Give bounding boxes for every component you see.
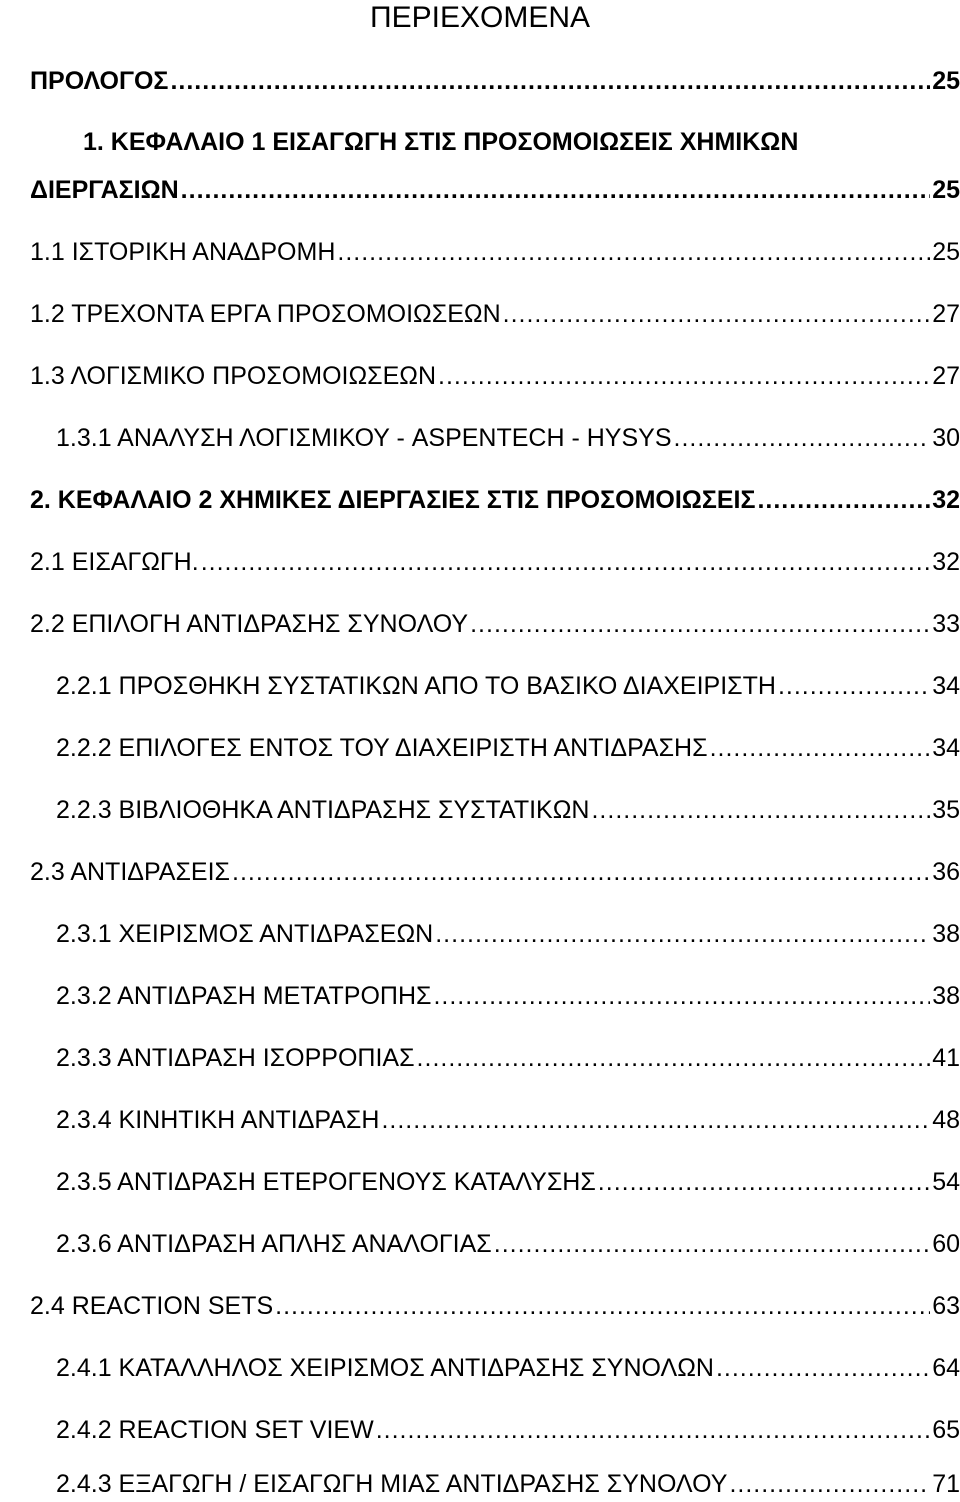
- toc-entry-page: 34: [932, 672, 960, 700]
- toc-entry-chapter-1[interactable]: [30, 174, 960, 206]
- dot-leader: [591, 794, 930, 826]
- toc-entry-page: 30: [932, 424, 960, 452]
- toc-entry-page: 32: [932, 486, 960, 514]
- toc-entry-2-1[interactable]: [30, 546, 960, 578]
- toc-entry-label: 2.3.4 ΚΙΝΗΤΙΚΗ ΑΝΤΙΔΡΑΣΗ: [56, 1106, 380, 1134]
- toc-entry-2-3[interactable]: [30, 856, 960, 888]
- toc-entry-2-2-2[interactable]: [56, 732, 960, 764]
- dot-leader: [674, 422, 931, 454]
- toc-entry-label: 2.3.1 ΧΕΙΡΙΣΜΟΣ ΑΝΤΙΔΡΑΣΕΩΝ: [56, 920, 434, 948]
- toc-entry-2-3-4[interactable]: [56, 1104, 960, 1136]
- dot-leader: [181, 174, 931, 206]
- toc-entry-chapter-2[interactable]: [30, 484, 960, 516]
- toc-entry-label: 2. ΚΕΦΑΛΑΙΟ 2 ΧΗΜΙΚΕΣ ΔΙΕΡΓΑΣΙΕΣ ΣΤΙΣ ΠΡΟΣΟΜΟΙΩΣΕΙΣ: [30, 486, 756, 514]
- dot-leader: [337, 236, 930, 268]
- toc-entry-label: 2.2.3 ΒΙΒΛΙΟΘΗΚΑ ΑΝΤΙΔΡΑΣΗΣ ΣΥΣΤΑΤΙΚΩΝ: [56, 796, 590, 824]
- toc-entry-label: ΠΡΟΛΟΓΟΣ: [30, 67, 169, 95]
- toc-entry-1-1[interactable]: [30, 236, 960, 268]
- toc-entry-2-4-3[interactable]: [56, 1468, 960, 1500]
- toc-entry-label: 2.4.2 REACTION SET VIEW: [56, 1416, 374, 1444]
- toc-entry-2-2[interactable]: [30, 608, 960, 640]
- toc-entry-2-3-6[interactable]: [56, 1228, 960, 1260]
- toc-entry-page: 71: [932, 1470, 960, 1498]
- toc-entry-page: 38: [932, 982, 960, 1010]
- dot-leader: [376, 1414, 931, 1446]
- toc-entry-page: 41: [932, 1044, 960, 1072]
- dot-leader: [729, 1468, 930, 1500]
- toc-entry-label: ΔΙΕΡΓΑΣΙΩΝ: [30, 176, 179, 204]
- dot-leader: [232, 856, 930, 888]
- dot-leader: [201, 546, 931, 578]
- toc-entry-2-4[interactable]: [30, 1290, 960, 1322]
- toc-entry-page: 25: [932, 67, 960, 95]
- dot-leader: [170, 65, 930, 97]
- toc-entry-label: 2.2 ΕΠΙΛΟΓΗ ΑΝΤΙΔΡΑΣΗΣ ΣΥΝΟΛΟΥ: [30, 610, 469, 638]
- toc-entry-page: 27: [932, 300, 960, 328]
- toc-entry-page: 54: [932, 1168, 960, 1196]
- toc-entry-page: 32: [932, 548, 960, 576]
- toc-entry-label: 2.2.1 ΠΡΟΣΘΗΚΗ ΣΥΣΤΑΤΙΚΩΝ ΑΠΟ ΤΟ ΒΑΣΙΚΟ ΔΙΑΧΕΙΡΙΣΤΗ: [56, 672, 776, 700]
- toc-entry-page: 60: [932, 1230, 960, 1258]
- toc-entry-label: 2.3.5 ΑΝΤΙΔΡΑΣΗ ΕΤΕΡΟΓΕΝΟΥΣ ΚΑΤΑΛΥΣΗΣ: [56, 1168, 596, 1196]
- dot-leader: [433, 980, 930, 1012]
- page-title: ΠΕΡΙΕΧΟΜΕΝΑ: [369, 1, 591, 34]
- dot-leader: [503, 298, 931, 330]
- toc-entry-2-2-3[interactable]: [56, 794, 960, 826]
- dot-leader: [435, 918, 930, 950]
- toc-entry-label: 2.4.1 ΚΑΤΑΛΛΗΛΟΣ ΧΕΙΡΙΣΜΟΣ ΑΝΤΙΔΡΑΣΗΣ ΣΥΝΟΛΩΝ: [56, 1354, 714, 1382]
- dot-leader: [757, 484, 930, 516]
- toc-entry-prologue[interactable]: [30, 65, 960, 97]
- toc-entry-label: 1.3.1 ΑΝΑΛΥΣΗ ΛΟΓΙΣΜΙΚΟΥ - ASPENTECH - HYSYS: [56, 424, 672, 452]
- toc-entry-label: 2.1 ΕΙΣΑΓΩΓΗ.: [30, 548, 199, 576]
- toc-entry-page: 48: [932, 1106, 960, 1134]
- toc-entry-label: 2.3 ΑΝΤΙΔΡΑΣΕΙΣ: [30, 858, 230, 886]
- toc-entry-2-4-1[interactable]: [56, 1352, 960, 1384]
- dot-leader: [417, 1042, 931, 1074]
- toc-entry-page: 65: [932, 1416, 960, 1444]
- toc-entry-label: 1.3 ΛΟΓΙΣΜΙΚΟ ΠΡΟΣΟΜΟΙΩΣΕΩΝ: [30, 362, 437, 390]
- toc-entry-page: 63: [932, 1292, 960, 1320]
- toc-entry-page: 38: [932, 920, 960, 948]
- toc-entry-page: 36: [932, 858, 960, 886]
- toc-entry-page: 35: [932, 796, 960, 824]
- toc-entry-1-3-1[interactable]: [56, 422, 960, 454]
- toc-entry-2-3-3[interactable]: [56, 1042, 960, 1074]
- dot-leader: [381, 1104, 930, 1136]
- toc-entry-2-2-1[interactable]: [56, 670, 960, 702]
- toc-entry-1-3[interactable]: [30, 360, 960, 392]
- toc-entry-2-4-2[interactable]: [56, 1414, 960, 1446]
- toc-entry-2-3-2[interactable]: [56, 980, 960, 1012]
- toc-entry-label: 2.2.2 ΕΠΙΛΟΓΕΣ ΕΝΤΟΣ ΤΟΥ ΔΙΑΧΕΙΡΙΣΤΗ ΑΝΤΙΔΡΑΣΗΣ: [56, 734, 708, 762]
- dot-leader: [438, 360, 930, 392]
- dot-leader: [494, 1228, 930, 1260]
- dot-leader: [710, 732, 931, 764]
- dot-leader: [275, 1290, 930, 1322]
- toc-entry-label: 1.1 ΙΣΤΟΡΙΚΗ ΑΝΑΔΡΟΜΗ: [30, 238, 336, 266]
- dot-leader: [598, 1166, 930, 1198]
- toc-entry-2-3-5[interactable]: [56, 1166, 960, 1198]
- toc-entry-label: 2.3.3 ΑΝΤΙΔΡΑΣΗ ΙΣΟΡΡΟΠΙΑΣ: [56, 1044, 415, 1072]
- toc-entry-label: 2.3.2 ΑΝΤΙΔΡΑΣΗ ΜΕΤΑΤΡΟΠΗΣ: [56, 982, 432, 1010]
- toc-entry-page: 25: [932, 238, 960, 266]
- toc-entry-1-2[interactable]: [30, 298, 960, 330]
- toc-entry-page: 64: [932, 1354, 960, 1382]
- toc-entry-page: 27: [932, 362, 960, 390]
- toc-entry-label: 2.4 REACTION SETS: [30, 1292, 274, 1320]
- toc-entry-page: 34: [932, 734, 960, 762]
- chapter-1-heading: 1. ΚΕΦΑΛΑΙΟ 1 ΕΙΣΑΓΩΓΗ ΣΤΙΣ ΠΡΟΣΟΜΟΙΩΣΕΙΣ ΧΗΜΙΚΩΝ: [83, 128, 799, 156]
- toc-entry-label: 2.3.6 ΑΝΤΙΔΡΑΣΗ ΑΠΛΗΣ ΑΝΑΛΟΓΙΑΣ: [56, 1230, 492, 1258]
- toc-entry-2-3-1[interactable]: [56, 918, 960, 950]
- dot-leader: [716, 1352, 930, 1384]
- toc-entry-page: 33: [932, 610, 960, 638]
- toc-entry-page: 25: [932, 176, 960, 204]
- toc-entry-label: 2.4.3 ΕΞΑΓΩΓΗ / ΕΙΣΑΓΩΓΗ ΜΙΑΣ ΑΝΤΙΔΡΑΣΗΣ ΣΥΝΟΛΟΥ: [56, 1470, 728, 1498]
- dot-leader: [470, 608, 930, 640]
- dot-leader: [778, 670, 930, 702]
- toc-entry-label: 1.2 ΤΡΕΧΟΝΤΑ ΕΡΓΑ ΠΡΟΣΟΜΟΙΩΣΕΩΝ: [30, 300, 501, 328]
